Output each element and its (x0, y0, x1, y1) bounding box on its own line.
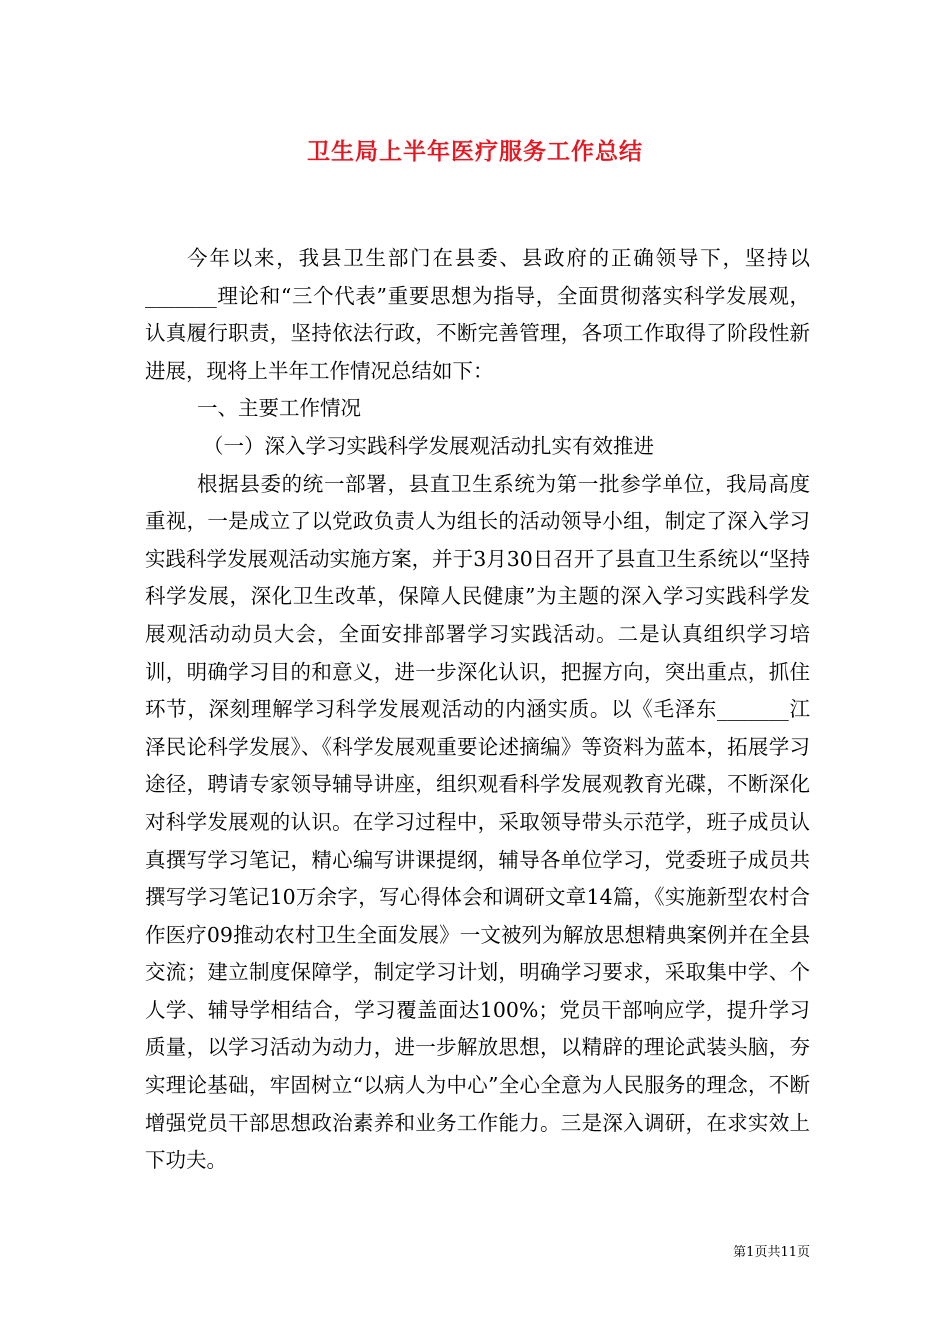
page-number: 第1页共11页 (733, 1245, 810, 1260)
document-body (145, 240, 810, 1180)
document-title: 卫生局上半年医疗服务工作总结 (307, 138, 643, 165)
section-heading: 一、主要工作情况 (197, 396, 361, 421)
subsection-heading: （一）深入学习实践科学发展观活动扎实有效推进 (203, 433, 654, 458)
intro-paragraph: 今年以来，我县卫生部门在县委、县政府的正确领导下，坚持以_______理论和“三个代表”重要思想为指导，全面贯彻落实科学发展观，认真履行职责，坚持依法行政，不断完善管理，各项工作取得了阶段性新进展，现将上半年工作情况总结如下： (145, 246, 810, 383)
body-paragraph: 根据县委的统一部署，县直卫生系统为第一批参学单位，我局高度重视，一是成立了以党政负责人为组长的活动领导小组，制定了深入学习实践科学发展观活动实施方案，并于3月30日召开了县直卫生系统以“坚持科学发展，深化卫生改革，保障人民健康”为主题的深入学习实践科学发展观活动动员大会，全面安排部署学习实践活动。二是认真组织学习培训，明确学习目的和意义，进一步深化认识，把握方向，突出重点，抓住环节，深刻理解学习科学发展观活动的内涵实质。以《毛泽东_______江泽民论科学发展》、《科学发展观重要论述摘编》等资料为蓝本，拓展学习途径，聘请专家领导辅导讲座，组织观看科学发展观教育光碟，不断深化对科学发展观的认识。在学习过程中，采取领导带头示范学，班子成员认真撰写学习笔记，精心编写讲课提纲，辅导各单位学习，党委班子成员共撰写学习笔记10万余字，写心得体会和调研文章14篇，《实施新型农村合作医疗09推动农村卫生全面发展》一文被列为解放思想精典案例并在全县交流；建立制度保障学，制定学习计划，明确学习要求，采取集中学、个人学、辅导学相结合，学习覆盖面达100%；党员干部响应学，提升学习质量，以学习活动为动力，进一步解放思想，以精辟的理论武装头脑，夯实理论基础，牢固树立“以病人为中心”全心全意为人民服务的理念，不断增强党员干部思想政治素养和业务工作能力。三是深入调研，在求实效上下功夫。 (145, 471, 810, 1173)
